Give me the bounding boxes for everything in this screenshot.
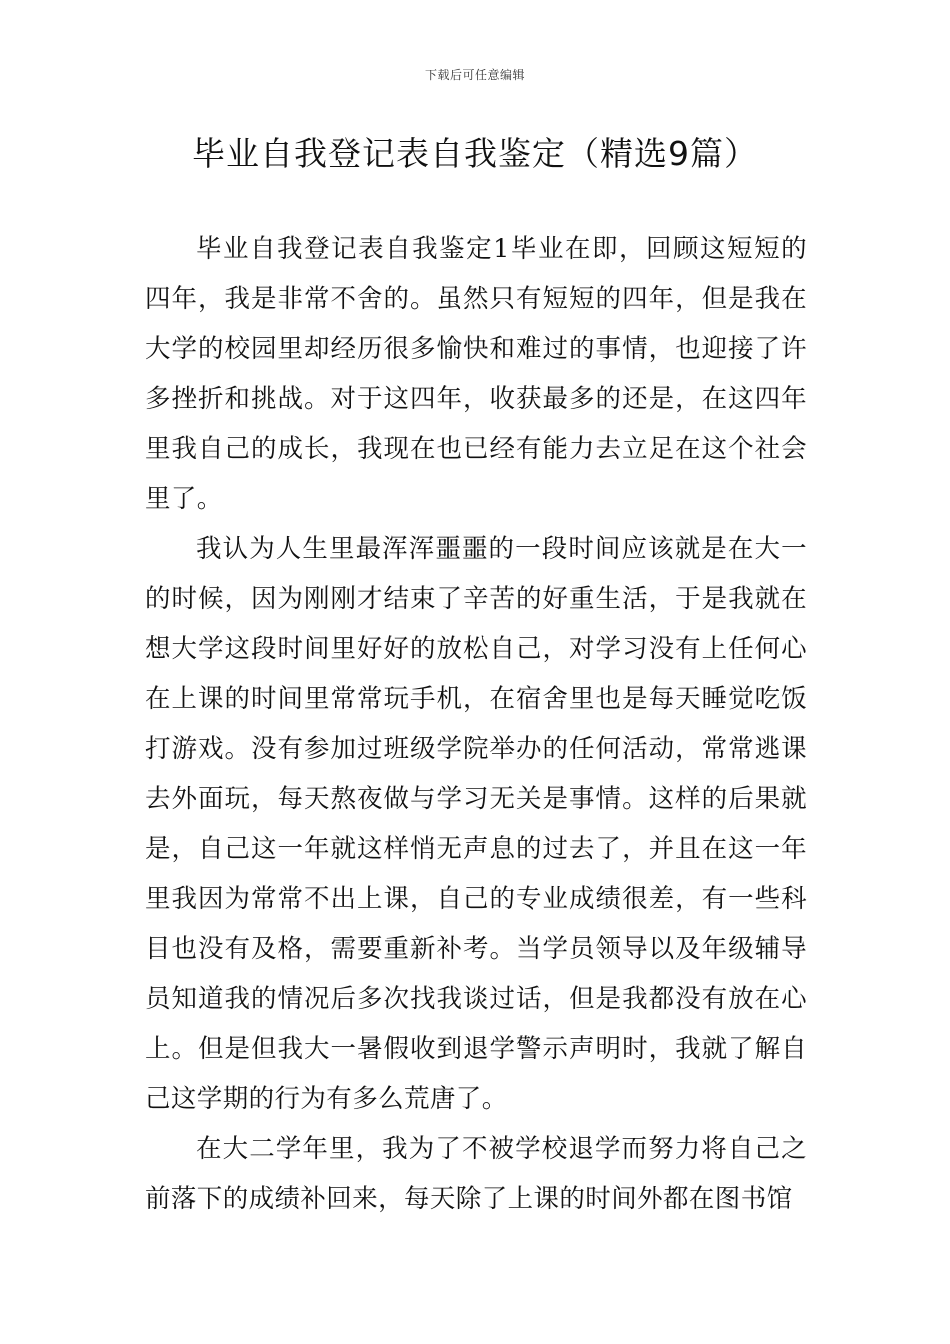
header-note: 下载后可任意编辑 (424, 68, 525, 82)
paragraph-1: 毕业自我登记表自我鉴定1毕业在即，回顾这短短的四年，我是非常不舍的。虽然只有短短的四年，但是我在大学的校园里却经历很多愉快和难过的事情，也迎接了许多挫折和挑战。对于这四年，收获最多的还是，在这四年里我自己的成长，我现在也已经有能力去立足在这个社会里了。 (145, 234, 807, 514)
document-title: 毕业自我登记表自我鉴定（精选9篇） (192, 134, 758, 173)
paragraph-2: 我认为人生里最浑浑噩噩的一段时间应该就是在大一的时候，因为刚刚才结束了辛苦的好重生活，于是我就在想大学这段时间里好好的放松自己，对学习没有上任何心在上课的时间里常常玩手机，在宿舍里也是每天睡觉吃饭打游戏。没有参加过班级学院举办的任何活动，常常逃课去外面玩，每天熬夜做与学习无关是事情。这样的后果就是，自己这一年就这样悄无声息的过去了，并且在这一年里我因为常常不出上课，自己的专业成绩很差，有一些科目也没有及格，需要重新补考。当学员领导以及年级辅导员知道我的情况后多次找我谈过话，但是我都没有放在心上。但是但我大一暑假收到退学警示声明时，我就了解自己这学期的行为有多么荒唐了。 (145, 534, 807, 1114)
paragraph-3: 在大二学年里，我为了不被学校退学而努力将自己之前落下的成绩补回来，每天除了上课的时间外都在图书馆 (145, 1134, 807, 1214)
document-body (145, 224, 807, 1224)
